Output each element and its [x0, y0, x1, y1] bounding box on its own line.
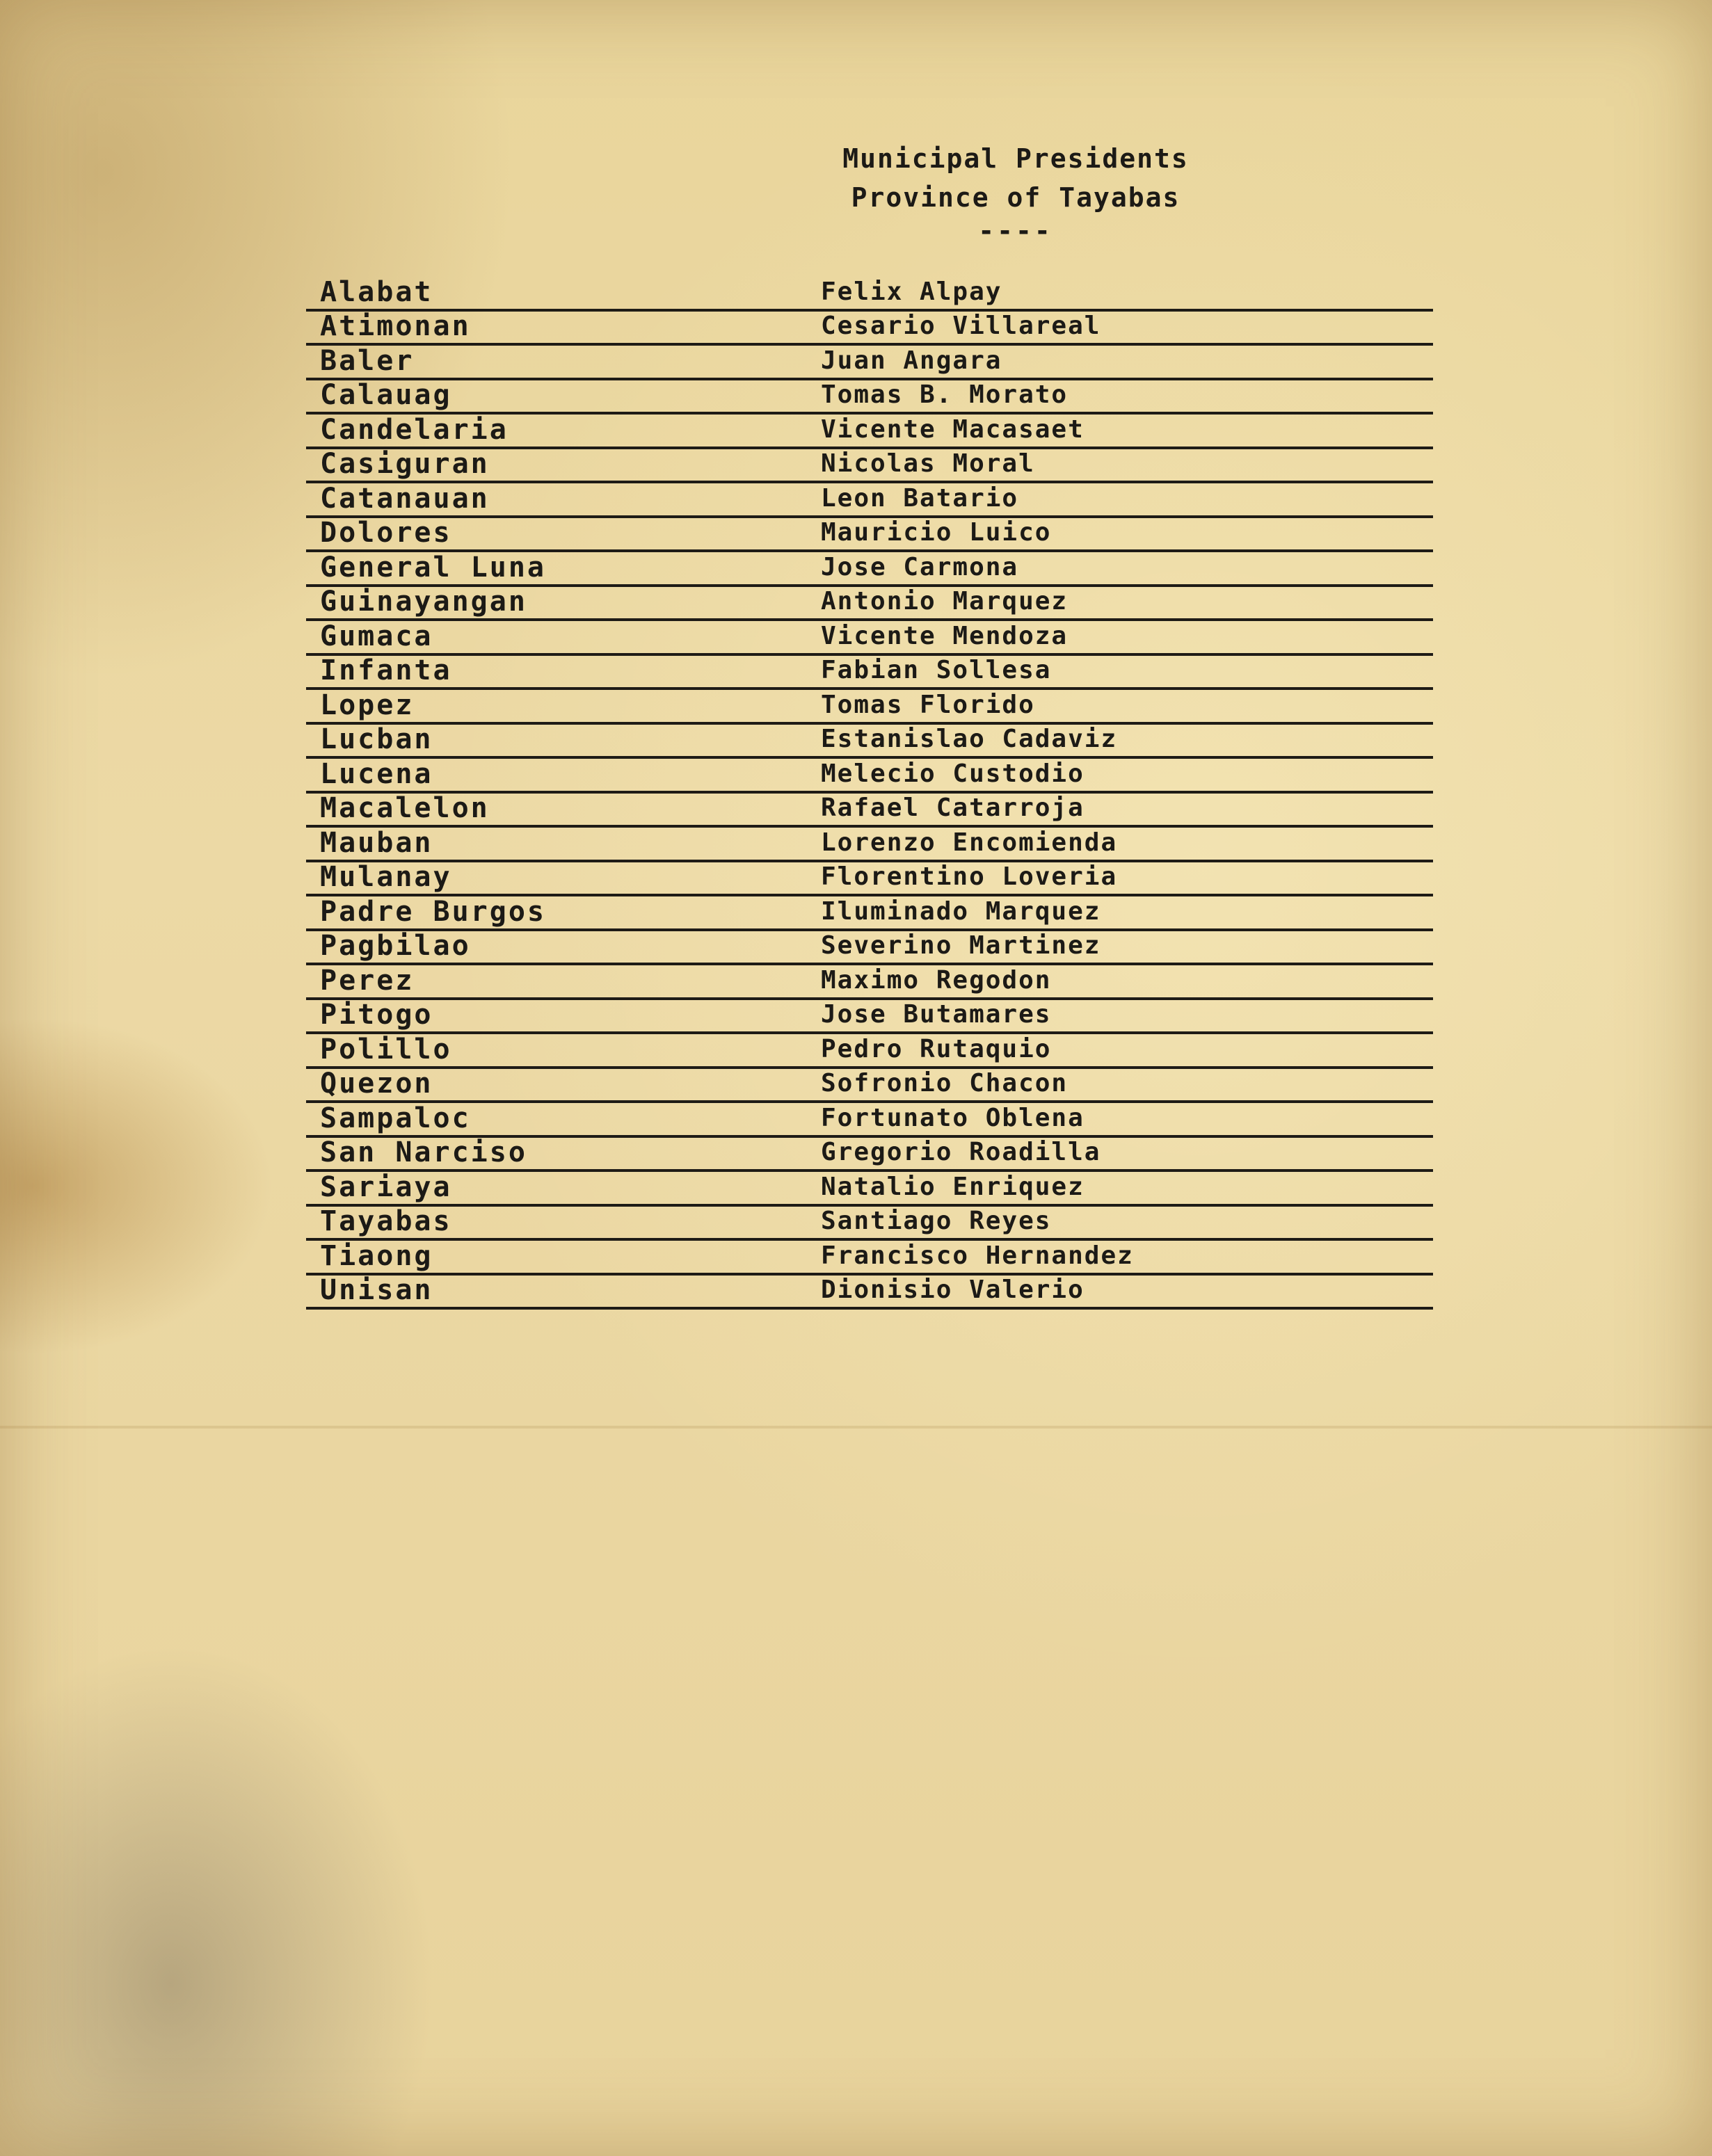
president-name: Mauricio Luico — [821, 518, 1052, 547]
municipality-name: Mulanay — [320, 861, 452, 893]
roster-row — [306, 965, 1433, 1000]
president-name: Tomas B. Morato — [821, 380, 1069, 409]
municipality-name: Pitogo — [320, 999, 433, 1031]
municipality-name: Baler — [320, 344, 415, 377]
president-name: Pedro Rutaquio — [821, 1034, 1052, 1063]
municipality-name: Infanta — [320, 654, 452, 686]
municipality-name: Lucban — [320, 723, 433, 755]
president-name: Florentino Loveria — [821, 862, 1118, 891]
roster-row — [306, 1034, 1433, 1069]
president-name: Santiago Reyes — [821, 1207, 1052, 1235]
roster-row — [306, 518, 1433, 553]
municipality-name: Catanauan — [320, 482, 490, 515]
roster-row — [306, 483, 1433, 518]
president-name: Nicolas Moral — [821, 449, 1035, 478]
president-name: Francisco Hernandez — [821, 1241, 1134, 1270]
document-header — [821, 139, 1210, 245]
roster-row — [306, 346, 1433, 380]
roster-row — [306, 656, 1433, 691]
president-name: Sofronio Chacon — [821, 1069, 1069, 1097]
roster-row — [306, 415, 1433, 449]
roster-row — [306, 794, 1433, 828]
roster-row — [306, 896, 1433, 931]
roster-row — [306, 1207, 1433, 1241]
roster-row — [306, 1241, 1433, 1276]
president-name: Severino Martinez — [821, 931, 1101, 960]
president-name: Estanislao Cadaviz — [821, 725, 1118, 753]
president-name: Rafael Catarroja — [821, 794, 1085, 822]
municipality-name: Candelaria — [320, 413, 509, 446]
roster-row — [306, 1069, 1433, 1104]
president-name: Vicente Macasaet — [821, 415, 1085, 444]
municipality-name: Tiaong — [320, 1239, 433, 1272]
roster-row — [306, 690, 1433, 725]
roster-row — [306, 449, 1433, 484]
document-title: Municipal Presidents — [842, 143, 1189, 174]
municipality-name: Padre Burgos — [320, 895, 546, 928]
president-name: Gregorio Roadilla — [821, 1138, 1101, 1166]
municipality-name: Lucena — [320, 757, 433, 790]
municipality-name: Gumaca — [320, 620, 433, 652]
roster-row — [306, 1103, 1433, 1138]
roster-row — [306, 552, 1433, 587]
municipality-name: Calauag — [320, 379, 452, 411]
roster-row — [306, 759, 1433, 794]
president-name: Jose Carmona — [821, 552, 1019, 581]
municipality-name: Alabat — [320, 275, 433, 308]
president-name: Fabian Sollesa — [821, 656, 1052, 684]
municipality-name: Sampaloc — [320, 1102, 471, 1134]
municipality-name: Sariaya — [320, 1170, 452, 1203]
roster-row — [306, 1138, 1433, 1173]
president-name: Jose Butamares — [821, 1000, 1052, 1029]
president-name: Dionisio Valerio — [821, 1276, 1085, 1304]
municipality-name: Quezon — [320, 1068, 433, 1100]
president-name: Tomas Florido — [821, 690, 1035, 719]
document-subtitle: Province of Tayabas — [851, 182, 1181, 213]
municipality-name: Mauban — [320, 826, 433, 859]
presidents-roster — [306, 277, 1433, 1310]
president-name: Vicente Mendoza — [821, 621, 1069, 650]
municipality-name: Tayabas — [320, 1205, 452, 1237]
president-name: Iluminado Marquez — [821, 896, 1101, 926]
municipality-name: Pagbilao — [320, 930, 471, 962]
president-name: Melecio Custodio — [821, 759, 1085, 788]
roster-row — [306, 621, 1433, 656]
roster-row — [306, 1172, 1433, 1207]
municipality-name: Casiguran — [320, 448, 490, 480]
municipality-name: Atimonan — [320, 310, 471, 342]
president-name: Leon Batario — [821, 483, 1019, 513]
paper-fold-crease — [0, 1426, 1712, 1429]
municipality-name: Guinayangan — [320, 586, 527, 618]
municipality-name: Macalelon — [320, 792, 490, 824]
municipality-name: San Narciso — [320, 1136, 527, 1168]
president-name: Felix Alpay — [821, 277, 1002, 306]
president-name: Natalio Enriquez — [821, 1172, 1085, 1201]
president-name: Cesario Villareal — [821, 312, 1101, 340]
roster-row — [306, 1276, 1433, 1310]
roster-row — [306, 380, 1433, 415]
president-name: Fortunato Oblena — [821, 1103, 1085, 1132]
municipality-name: Perez — [320, 964, 415, 997]
municipality-name: General Luna — [320, 551, 546, 584]
municipality-name: Unisan — [320, 1274, 433, 1306]
municipality-name: Lopez — [320, 689, 415, 721]
roster-row — [306, 312, 1433, 346]
president-name: Juan Angara — [821, 346, 1002, 375]
roster-row — [306, 931, 1433, 966]
municipality-name: Dolores — [320, 517, 452, 549]
roster-row — [306, 1000, 1433, 1035]
president-name: Antonio Marquez — [821, 587, 1069, 616]
roster-row — [306, 828, 1433, 862]
president-name: Lorenzo Encomienda — [821, 828, 1118, 857]
roster-row — [306, 587, 1433, 622]
municipality-name: Polillo — [320, 1033, 452, 1065]
president-name: Maximo Regodon — [821, 965, 1052, 995]
header-rule: ---- — [978, 216, 1053, 246]
roster-row — [306, 277, 1433, 312]
roster-row — [306, 725, 1433, 759]
roster-row — [306, 862, 1433, 897]
